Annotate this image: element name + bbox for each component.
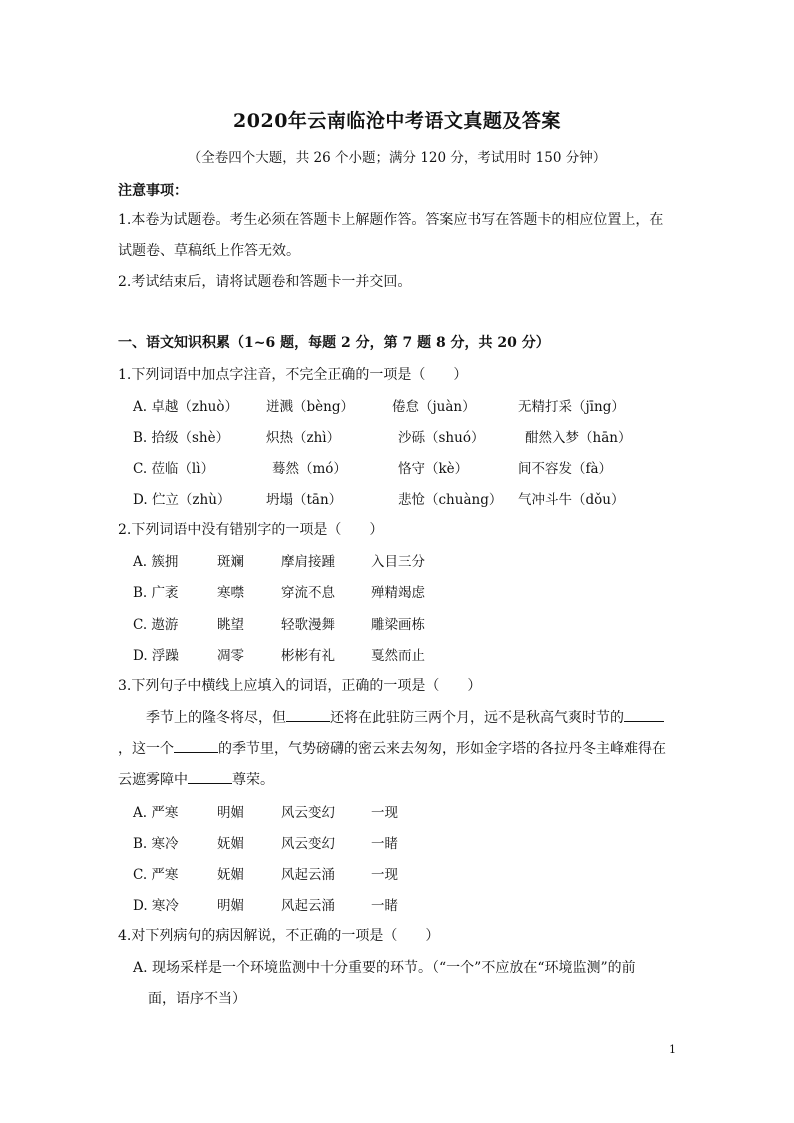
- q3-blank-2: [624, 707, 664, 722]
- q1-c-item-4: 间不容发（fà）: [518, 461, 613, 477]
- q1-c-item-3: 恪守（kè）: [398, 461, 469, 477]
- q4-option-a-line-2: 面，语序不当）: [148, 991, 246, 1007]
- section1-heading: 一、语文知识积累（1~6 题，每题 2 分，第 7 题 8 分，共 20 分）: [118, 335, 550, 351]
- q1-stem: 1.下列词语中加点字注音，不完全正确的一项是（ ）: [118, 367, 468, 383]
- q2-c-item-1: C. 遨游: [133, 617, 179, 633]
- q1-b-item-1: B. 拾级（shè）: [133, 430, 230, 446]
- q1-a-item-2: 迸溅（bèng）: [266, 399, 354, 415]
- q3-passage-1b: 还将在此驻防三两个月，远不是秋高气爽时节的: [330, 710, 624, 726]
- q3-c-item-1: C. 严寒: [133, 867, 179, 883]
- q2-c-item-4: 雕梁画栋: [371, 617, 425, 633]
- q2-stem: 2.下列词语中没有错别字的一项是（ ）: [118, 522, 384, 538]
- q3-d-item-2: 明媚: [217, 898, 244, 914]
- q3-b-item-1: B. 寒冷: [133, 836, 179, 852]
- page-number: 1: [669, 1043, 676, 1056]
- q3-passage-line-1: [146, 707, 664, 727]
- q3-a-item-4: 一现: [371, 805, 398, 821]
- q3-passage-line-2: [118, 738, 666, 758]
- q2-c-item-2: 眺望: [217, 617, 244, 633]
- q2-b-item-1: B. 广袤: [133, 585, 179, 601]
- q3-c-item-2: 妩媚: [217, 867, 244, 883]
- notice-heading: 注意事项：: [118, 183, 188, 199]
- q1-b-item-3: 沙砾（shuó）: [398, 430, 485, 446]
- q3-blank-1: [286, 707, 330, 722]
- q2-a-item-4: 入目三分: [371, 554, 425, 570]
- q3-a-item-3: 风云变幻: [281, 805, 335, 821]
- q3-passage-1a: 季节上的隆冬将尽，但: [146, 710, 286, 726]
- q1-b-item-2: 炽热（zhì）: [266, 430, 341, 446]
- q2-b-item-2: 寒噤: [217, 585, 244, 601]
- q2-d-item-1: D. 浮躁: [133, 648, 179, 664]
- q3-passage-3b: 尊荣。: [232, 772, 274, 788]
- notice-line-1a: 1.本卷为试题卷。考生必须在答题卡上解题作答。答案应书写在答题卡的相应位置上，在: [118, 212, 664, 228]
- exam-title: 2020年云南临沧中考语文真题及答案: [233, 110, 561, 132]
- q1-c-item-1: C. 莅临（lì）: [133, 461, 215, 477]
- q1-c-item-2: 蓦然（mó）: [272, 461, 347, 477]
- q3-a-item-1: A. 严寒: [133, 805, 179, 821]
- q2-b-item-3: 穿流不息: [281, 585, 335, 601]
- q3-d-item-4: 一睹: [371, 898, 398, 914]
- q2-a-item-3: 摩肩接踵: [281, 554, 335, 570]
- q3-c-item-4: 一现: [371, 867, 398, 883]
- q1-a-item-1: A. 卓越（zhuò）: [133, 399, 238, 415]
- q3-blank-4: [188, 769, 232, 784]
- q3-passage-3a: 云遮雾障中: [118, 772, 188, 788]
- q1-d-item-2: 坍塌（tān）: [266, 492, 343, 508]
- q3-stem: 3.下列句子中横线上应填入的词语，正确的一项是（ ）: [118, 678, 482, 694]
- q3-passage-2a: ，这一个: [118, 741, 174, 757]
- q3-d-item-1: D. 寒冷: [133, 898, 179, 914]
- q3-passage-2b: 的季节里，气势磅礴的密云来去匆匆，形如金字塔的各拉丹冬主峰难得在: [218, 741, 666, 757]
- q2-d-item-4: 戛然而止: [371, 648, 425, 664]
- q3-b-item-4: 一睹: [371, 836, 398, 852]
- q2-d-item-3: 彬彬有礼: [281, 648, 335, 664]
- q3-blank-3: [174, 738, 218, 753]
- q3-b-item-3: 风云变幻: [281, 836, 335, 852]
- notice-line-1b: 试题卷、草稿纸上作答无效。: [118, 243, 300, 259]
- q4-stem: 4.对下列病句的病因解说，不正确的一项是（ ）: [118, 928, 440, 944]
- q1-d-item-3: 悲怆（chuàng）: [398, 492, 503, 508]
- q1-a-item-4: 无精打采（jīng）: [518, 399, 625, 415]
- q2-b-item-4: 殚精竭虑: [371, 585, 425, 601]
- q2-a-item-1: A. 簇拥: [133, 554, 179, 570]
- q3-d-item-3: 风起云涌: [281, 898, 335, 914]
- q4-option-a-line-1: A. 现场采样是一个环境监测中十分重要的环节。（“一个”不应放在“环境监测”的前: [133, 960, 636, 976]
- q2-d-item-2: 凋零: [217, 648, 244, 664]
- notice-line-2: 2.考试结束后，请将试题卷和答题卡一并交回。: [118, 274, 412, 290]
- q2-c-item-3: 轻歌漫舞: [281, 617, 335, 633]
- q3-passage-line-3: [118, 769, 274, 789]
- q1-d-item-4: 气冲斗牛（dǒu）: [518, 492, 625, 508]
- q3-a-item-2: 明媚: [217, 805, 244, 821]
- q3-b-item-2: 妩媚: [217, 836, 244, 852]
- q1-b-item-4: 酣然入梦（hān）: [525, 430, 632, 446]
- q2-a-item-2: 斑斓: [217, 554, 244, 570]
- q1-d-item-1: D. 伫立（zhù）: [133, 492, 231, 508]
- q3-c-item-3: 风起云涌: [281, 867, 335, 883]
- exam-subtitle: （全卷四个大题，共 26 个小题；满分 120 分，考试用时 150 分钟）: [187, 150, 607, 166]
- q1-a-item-3: 倦怠（juàn）: [392, 399, 476, 415]
